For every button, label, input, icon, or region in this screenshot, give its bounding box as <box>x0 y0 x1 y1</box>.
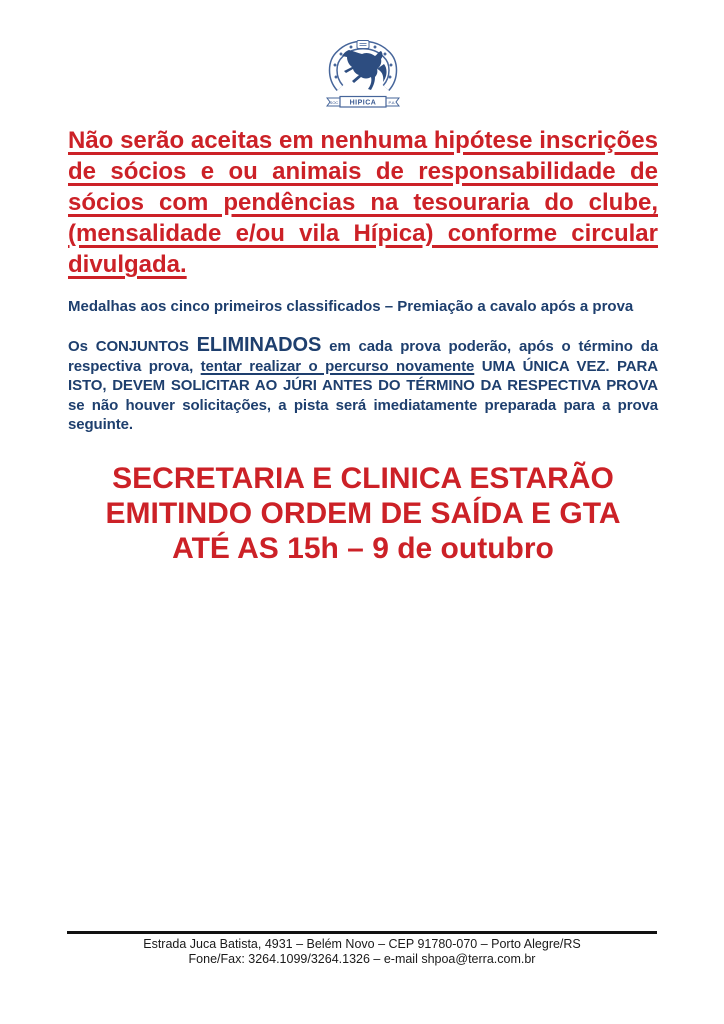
rules-part1: Os CONJUNTOS <box>68 338 197 355</box>
announcement-line-3: ATÉ AS 15h – 9 de outubro <box>172 531 554 565</box>
banner-center-text: HIPICA <box>349 99 377 107</box>
banner-ribbon <box>327 97 399 108</box>
document-content <box>0 40 724 566</box>
banner-left-text: SOC <box>329 100 339 105</box>
horseshoe-horse-emblem-icon <box>323 40 403 110</box>
page-footer <box>67 931 657 967</box>
rules-paragraph <box>68 336 658 435</box>
rules-underlined-phrase: tentar realizar o percurso novamente <box>200 357 475 375</box>
red-notice-paragraph: Não serão aceitas em nenhuma hipótese inscrições de sócios e ou animais de responsabilidade de sócios com pendências na tesouraria do clube, (mensalidade e/ou vila Hípica) conforme circular divulgada. <box>68 127 658 278</box>
banner-right-text: P.A. <box>388 100 396 105</box>
crest-icon <box>357 41 369 49</box>
footer-address: Estrada Juca Batista, 4931 – Belém Novo – CEP 91780-070 – Porto Alegre/RS <box>143 937 581 951</box>
announcement-heading <box>68 461 658 566</box>
announcement-line-2: EMITINDO ORDEM DE SAÍDA E GTA <box>105 496 621 530</box>
horse-icon <box>342 50 387 90</box>
rules-eliminated-word: ELIMINADOS <box>196 334 322 356</box>
announcement-line-1: SECRETARIA E CLINICA ESTARÃO <box>112 461 614 495</box>
rules-part3: UMA ÚNICA VEZ. PARA ISTO, DEVEM SOLICITAR AO JÚRI ANTES DO TÉRMINO DA RESPECTIVA PROVA se não houver solicitações, a pista será imediatamente preparada para a prova seguinte. <box>68 357 658 433</box>
footer-divider <box>67 931 657 934</box>
medals-line: Medalhas aos cinco primeiros classificados – Premiação a cavalo após a prova <box>68 298 634 315</box>
footer-contact: Fone/Fax: 3264.1099/3264.1326 – e-mail shpoa@terra.com.br <box>188 952 536 966</box>
club-logo <box>323 40 403 115</box>
rules-part2: em cada prova poderão, após o término da respectiva prova, <box>68 338 658 375</box>
